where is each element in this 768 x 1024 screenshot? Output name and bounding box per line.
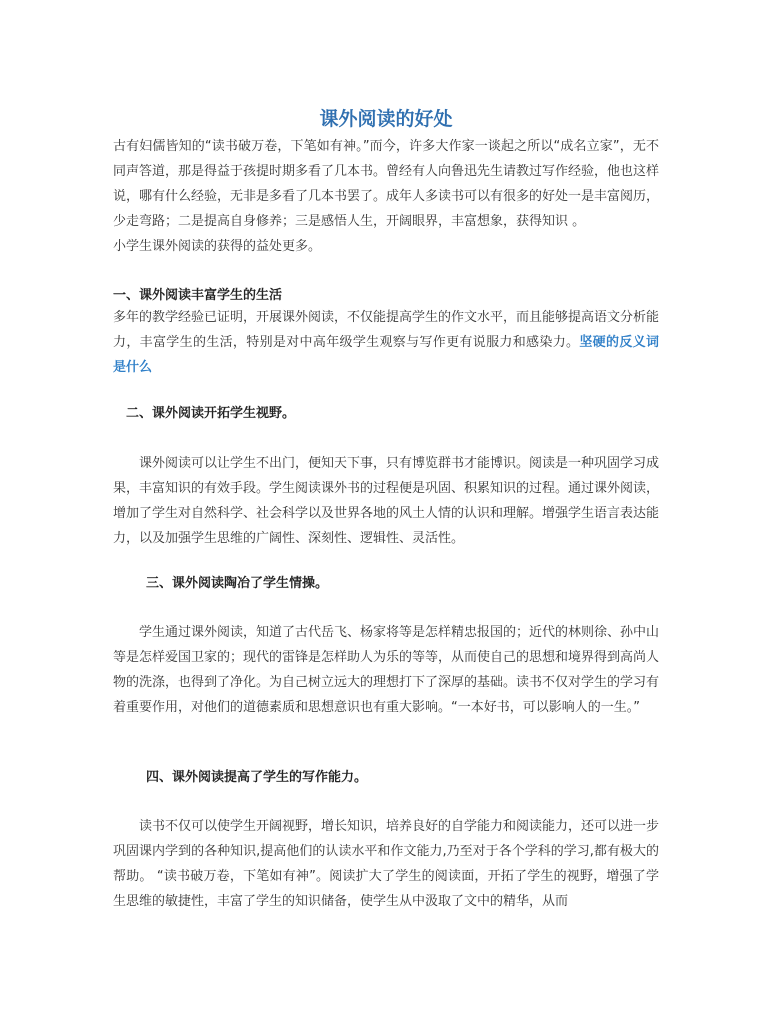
section-3-heading: 三、课外阅读陶冶了学生情操。 bbox=[146, 576, 329, 591]
intro-paragraph: 古有妇儒皆知的“读书破万卷，下笔如有神。”而今，许多大作家一谈起之所以“成名立家”，无不同声答道，那是得益于孩提时期多看了几本书。曾经有人向鲁迅先生请教过写作经验，他也这样说，哪有什么经验，无非是多看了几本书罢了。成年人多读书可以有很多的好处一是丰富阅历，少走弯路；二是提高自身修养；三是感悟人生，开阔眼界，丰富想象，获得知识 。 bbox=[113, 139, 660, 229]
section-1-body bbox=[113, 305, 659, 380]
page-title: 课外阅读的好处 bbox=[319, 108, 453, 130]
section-2-heading: 二、课外阅读开拓学生视野。 bbox=[126, 406, 296, 421]
section-3-body: 学生通过课外阅读，知道了古代岳飞、杨家将等是怎样精忠报国的；近代的林则徐、孙中山等是怎样爱国卫家的；现代的雷锋是怎样助人为乐的等等，从而使自己的思想和境界得到高尚人物的洗涤，也得到了净化。为自己树立远大的理想打下了深厚的基础。读书不仅对学生的学习有着重要作用，对他们的道德素质和思想意识也有重大影响。“一本好书，可以影响人的一生。” bbox=[113, 625, 660, 715]
section-4-body: 读书不仅可以使学生开阔视野，增长知识，培养良好的自学能力和阅读能力，还可以进一步巩固课内学到的各种知识,提高他们的认读水平和作文能力,乃至对于各个学科的学习,都有极大的帮助。 “读书破万卷，下笔如有神”。阅读扩大了学生的阅读面，开拓了学生的视野，增强了学生思维的敏捷性，丰富了学生的知识储备，使学生从中汲取了文中的精华，从而 bbox=[113, 819, 660, 909]
section-1-heading: 一、课外阅读丰富学生的生活 bbox=[113, 288, 283, 303]
section-4-heading: 四、课外阅读提高了学生的写作能力。 bbox=[146, 770, 368, 785]
section-2-body: 课外阅读可以让学生不出门，便知天下事，只有博览群书才能博识。阅读是一种巩固学习成果，丰富知识的有效手段。学生阅读课外书的过程便是巩固、积累知识的过程。通过课外阅读，增加了学生对自然科学、社会科学以及世界各地的风土人情的认识和理解。增强学生语言表达能力，以及加强学生思维的广阔性、深刻性、逻辑性、灵活性。 bbox=[113, 456, 660, 546]
section-1-body-text: 多年的教学经验已证明，开展课外阅读，不仅能提高学生的作文水平，而且能够提高语文分析能力，丰富学生的生活，特别是对中高年级学生观察与写作更有说服力和感染力。 bbox=[113, 310, 660, 350]
antonym-link[interactable]: 坚硬的反义词是什么 bbox=[113, 335, 659, 375]
intro-paragraph-2: 小学生课外阅读的获得的益处更多。 bbox=[113, 239, 322, 254]
